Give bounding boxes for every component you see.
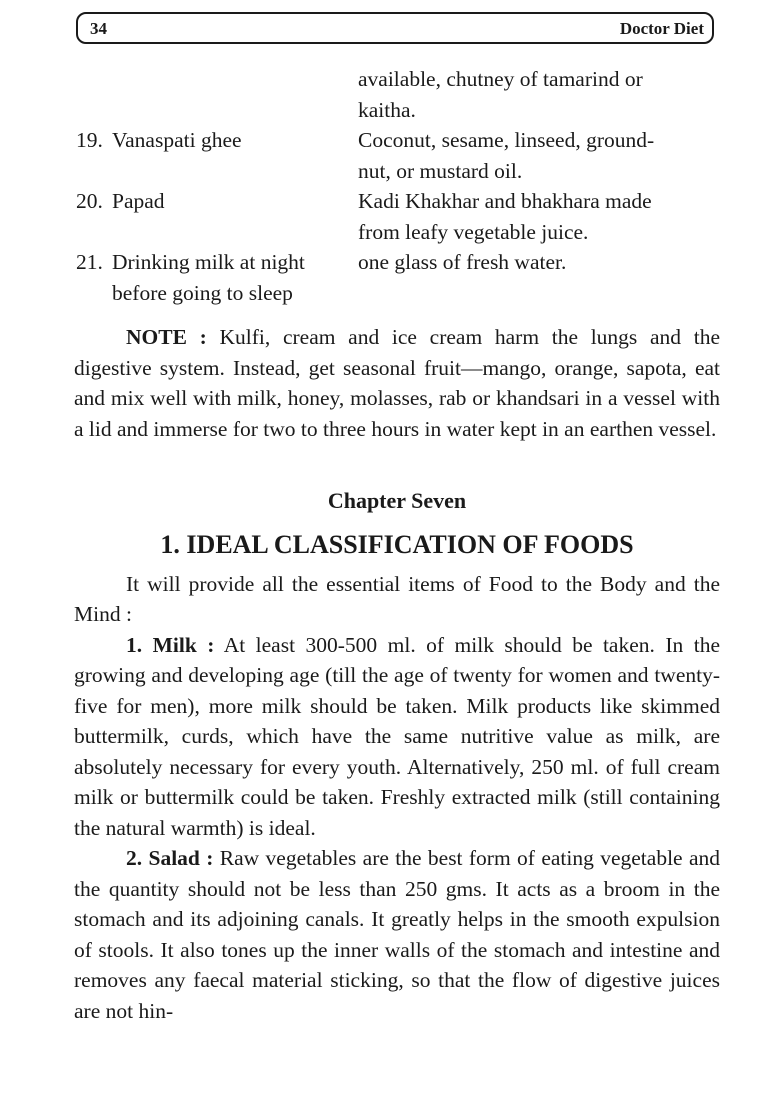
- section-heading: 2. Salad :: [126, 846, 214, 870]
- section-heading: 1. Milk :: [126, 632, 215, 657]
- list-item: [74, 125, 720, 186]
- list-item-number: 21.: [76, 250, 103, 274]
- chapter-intro: It will provide all the essential items of Food to the Body and the Mind :: [74, 571, 720, 626]
- section-text: At least 300-500 ml. of milk should be taken. In the growing and developing age (till the age of twenty for women and twenty-five for men), more milk should be taken. Milk products like skimmed buttermilk, curds, which have the same nutritive value as milk, are absolutely necessary for every youth. Alternatively, 250 ml. of full cream milk or buttermilk could be taken. Freshly extracted milk (still containing the natural warmth) is ideal.: [74, 632, 720, 840]
- list-item: [74, 247, 720, 308]
- note-text: Kulfi, cream and ice cream harm the lungs and the digestive system. Instead, get seasonal fruit—mango, orange, sapota, eat and mix well with milk, honey, molasses, rab or khandsari in a vessel with a lid and immerse for two to three hours in water kept in an earthen vessel.: [74, 325, 721, 441]
- list-item-alternative: nut, or mustard oil.: [358, 158, 523, 183]
- list-item-number: 19.: [76, 128, 103, 152]
- running-title: Doctor Diet: [619, 19, 704, 38]
- list-item-alternative: Kadi Khakhar and bhakhara made: [358, 189, 652, 213]
- chapter-label: Chapter Seven: [327, 488, 467, 513]
- note-paragraph: [74, 322, 720, 444]
- list-item-name: Drinking milk at night: [112, 250, 305, 274]
- list-item-name: before going to sleep: [112, 280, 293, 305]
- section-milk: [74, 630, 720, 844]
- note-label: NOTE :: [126, 325, 207, 349]
- list-continuation: [74, 64, 720, 125]
- page-header: [76, 12, 714, 44]
- continuation-line: kaitha.: [358, 97, 416, 122]
- list-item-alternative: from leafy vegetable juice.: [358, 219, 589, 244]
- list-item-alternative: Coconut, sesame, linseed, ground-: [358, 128, 655, 152]
- list-item-number: 20.: [76, 189, 103, 213]
- list-item-name: Vanaspati ghee: [112, 128, 242, 152]
- chapter-title: 1. IDEAL CLASSIFICATION OF FOODS: [160, 529, 634, 559]
- page-content: [74, 64, 720, 1026]
- list-item-name: Papad: [112, 189, 165, 213]
- continuation-line: available, chutney of tamarind or: [358, 67, 643, 91]
- list-item-alternative: one glass of fresh water.: [358, 250, 567, 274]
- section-salad: [74, 843, 720, 1026]
- page-number: 34: [90, 19, 107, 38]
- list-item: [74, 186, 720, 247]
- section-text: Raw vegetables are the best form of eating vegetable and the quantity should not be less than 250 gms. It acts as a broom in the stomach and its adjoining canals. It greatly helps in the smooth expulsion of stools. It also tones up the inner walls of the stomach and intestine and removes any faecal material sticking, so that the flow of digestive juices are not hin-: [74, 846, 720, 1023]
